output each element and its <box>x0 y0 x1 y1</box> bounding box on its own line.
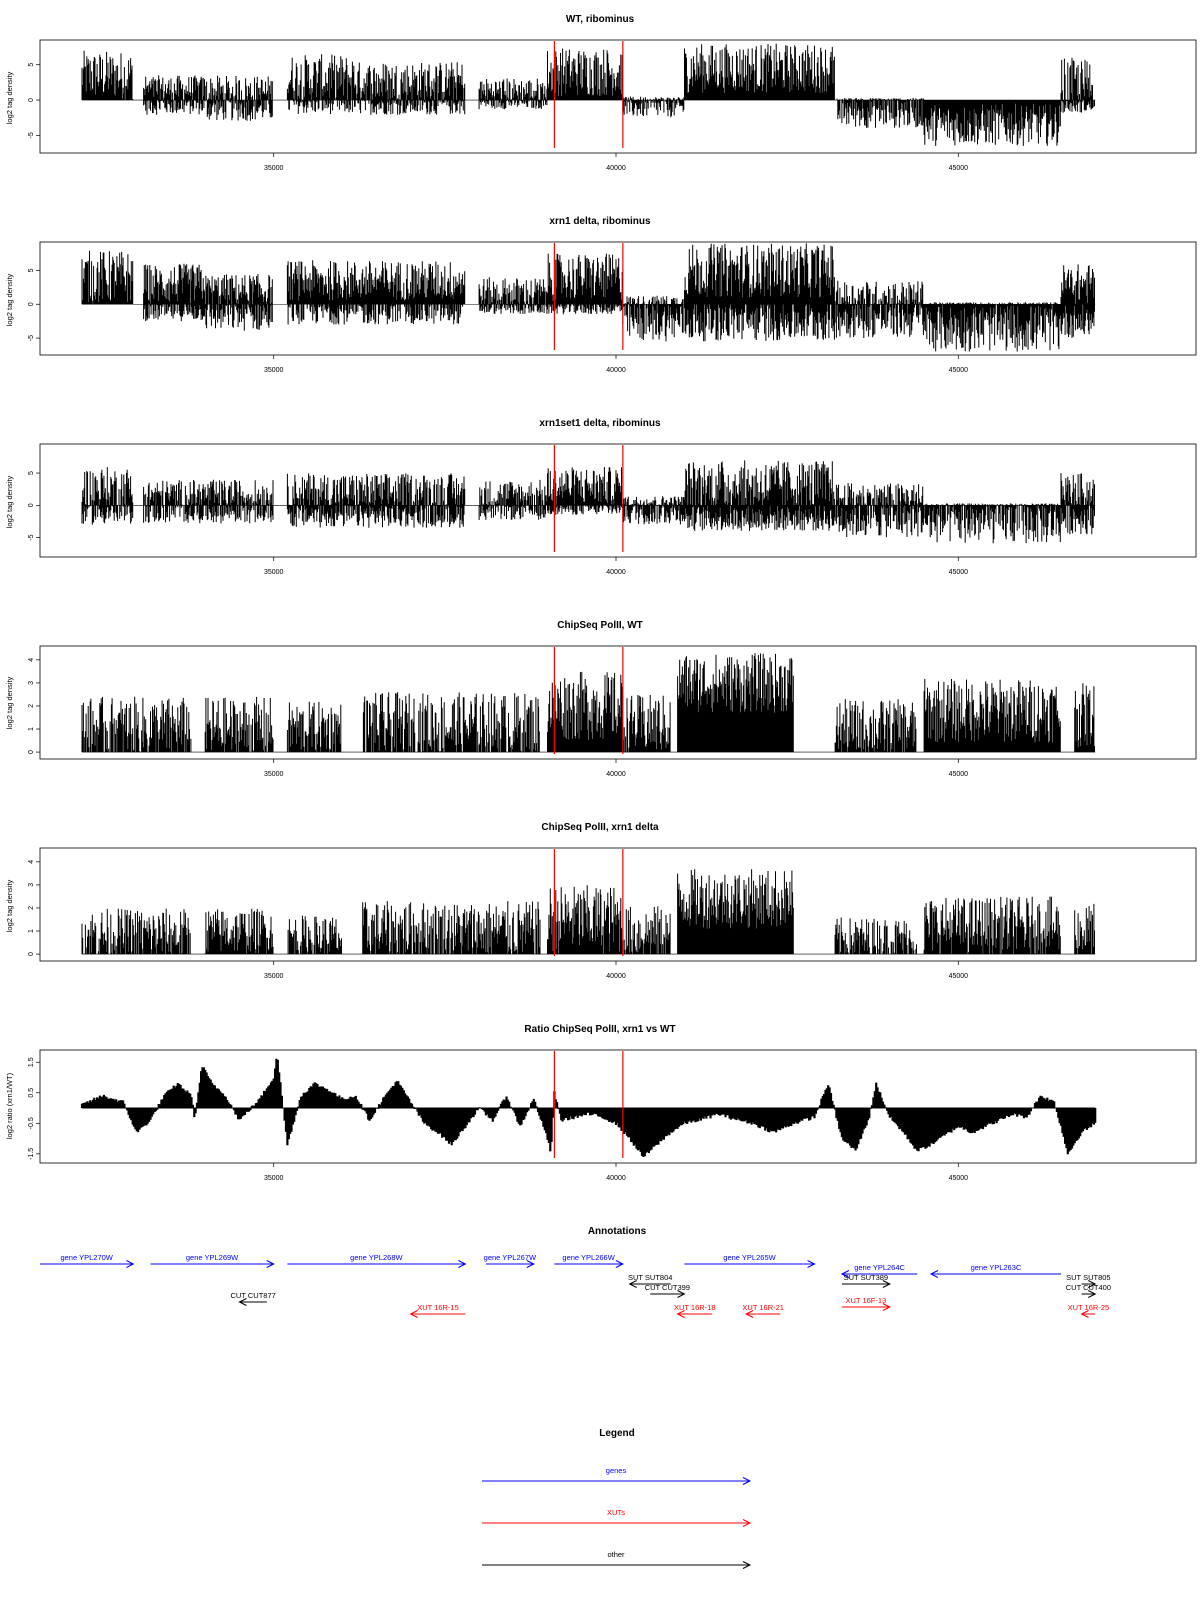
x-tick-label: 45000 <box>948 165 969 172</box>
y-axis-label: log2 tag density <box>5 273 14 327</box>
y-tick-label: -1.5 <box>27 1147 35 1160</box>
x-tick-label: 40000 <box>606 973 626 980</box>
legend-title: Legend <box>599 1428 635 1439</box>
feature-label: gene YPL266W <box>562 1253 615 1262</box>
y-axis-label: log2 tag density <box>5 879 14 933</box>
x-tick-label: 45000 <box>948 771 969 778</box>
x-tick-label: 40000 <box>606 1175 626 1182</box>
y-tick-label: 2 <box>27 704 35 708</box>
y-axis-label: log2 tag density <box>5 676 14 730</box>
x-tick-label: 40000 <box>606 165 626 172</box>
feature-label: CUT CUT400 <box>1065 1283 1112 1292</box>
annotations-title: Annotations <box>587 1226 647 1237</box>
x-tick-label: 45000 <box>948 367 969 374</box>
y-tick-label: 4 <box>27 657 35 662</box>
legend-label: other <box>607 1550 625 1559</box>
y-axis-label: log2 ratio (xrn1/WT) <box>5 1072 14 1140</box>
feature-label: SUT SUT805 <box>1066 1273 1111 1282</box>
x-tick-label: 35000 <box>263 165 284 172</box>
feature-label: CUT CUT877 <box>230 1291 276 1300</box>
feature-label: gene YPL269W <box>185 1253 239 1262</box>
feature-label: XUT 16R-18 <box>673 1303 716 1312</box>
y-tick-label: 1 <box>27 727 35 731</box>
feature-label: gene YPL265W <box>723 1253 776 1262</box>
y-tick-label: -5 <box>27 132 35 139</box>
feature-label: SUT SUT389 <box>843 1273 889 1282</box>
x-tick-label: 40000 <box>606 367 626 374</box>
y-tick-label: 0.5 <box>27 1087 35 1098</box>
x-tick-label: 45000 <box>948 973 969 980</box>
feature-label: CUT CUT399 <box>644 1283 690 1292</box>
panel-title: xrn1set1 delta, ribominus <box>539 418 661 429</box>
y-tick-label: 0 <box>27 98 35 102</box>
feature-label: gene YPL267W <box>483 1253 537 1262</box>
x-tick-label: 40000 <box>606 569 626 576</box>
feature-label: gene YPL270W <box>60 1253 113 1262</box>
x-tick-label: 45000 <box>948 1175 969 1182</box>
y-axis-label: log2 tag density <box>5 71 14 125</box>
feature-label: XUT 16R-25 <box>1067 1303 1110 1312</box>
y-tick-label: 3 <box>27 882 35 887</box>
y-tick-label: -5 <box>27 534 35 541</box>
x-tick-label: 45000 <box>948 569 969 576</box>
panel-title: xrn1 delta, ribominus <box>549 216 651 227</box>
panel-title: ChipSeq PolII, WT <box>557 620 643 631</box>
legend-label: genes <box>605 1466 627 1475</box>
y-tick-label: -5 <box>27 334 35 342</box>
panel-title: ChipSeq PolII, xrn1 delta <box>541 822 659 833</box>
y-tick-label: 0 <box>27 503 35 508</box>
y-tick-label: 0 <box>27 952 35 957</box>
y-tick-label: -0.5 <box>27 1117 35 1130</box>
x-tick-label: 35000 <box>263 771 284 778</box>
feature-label: XUT 16F-13 <box>845 1296 887 1305</box>
y-tick-label: 1.5 <box>27 1057 35 1068</box>
feature-label: gene YPL263C <box>970 1263 1022 1272</box>
feature-label: XUT 16R-15 <box>417 1303 459 1312</box>
y-axis-label: log2 tag density <box>5 475 14 529</box>
x-tick-label: 35000 <box>263 367 284 374</box>
panel-title: WT, ribominus <box>565 14 635 25</box>
y-tick-label: 1 <box>27 929 35 933</box>
feature-label: gene YPL264C <box>854 1263 905 1272</box>
x-tick-label: 35000 <box>263 569 284 576</box>
legend-label: XUTs <box>607 1508 625 1517</box>
feature-label: XUT 16R-21 <box>742 1303 784 1312</box>
panel-title: Ratio ChipSeq PolII, xrn1 vs WT <box>524 1024 676 1035</box>
x-tick-label: 40000 <box>606 771 626 778</box>
y-tick-label: 0 <box>27 750 35 755</box>
y-tick-label: 3 <box>27 680 35 685</box>
feature-label: gene YPL268W <box>350 1253 403 1262</box>
y-tick-label: 4 <box>27 859 35 864</box>
y-tick-label: 2 <box>27 906 35 910</box>
y-tick-label: 0 <box>27 302 35 307</box>
x-tick-label: 35000 <box>263 973 284 980</box>
feature-label: SUT SUT804 <box>627 1273 673 1282</box>
x-tick-label: 35000 <box>263 1175 284 1182</box>
y-tick-label: 5 <box>27 471 35 476</box>
y-tick-label: 5 <box>27 62 35 67</box>
y-tick-label: 5 <box>27 268 35 273</box>
